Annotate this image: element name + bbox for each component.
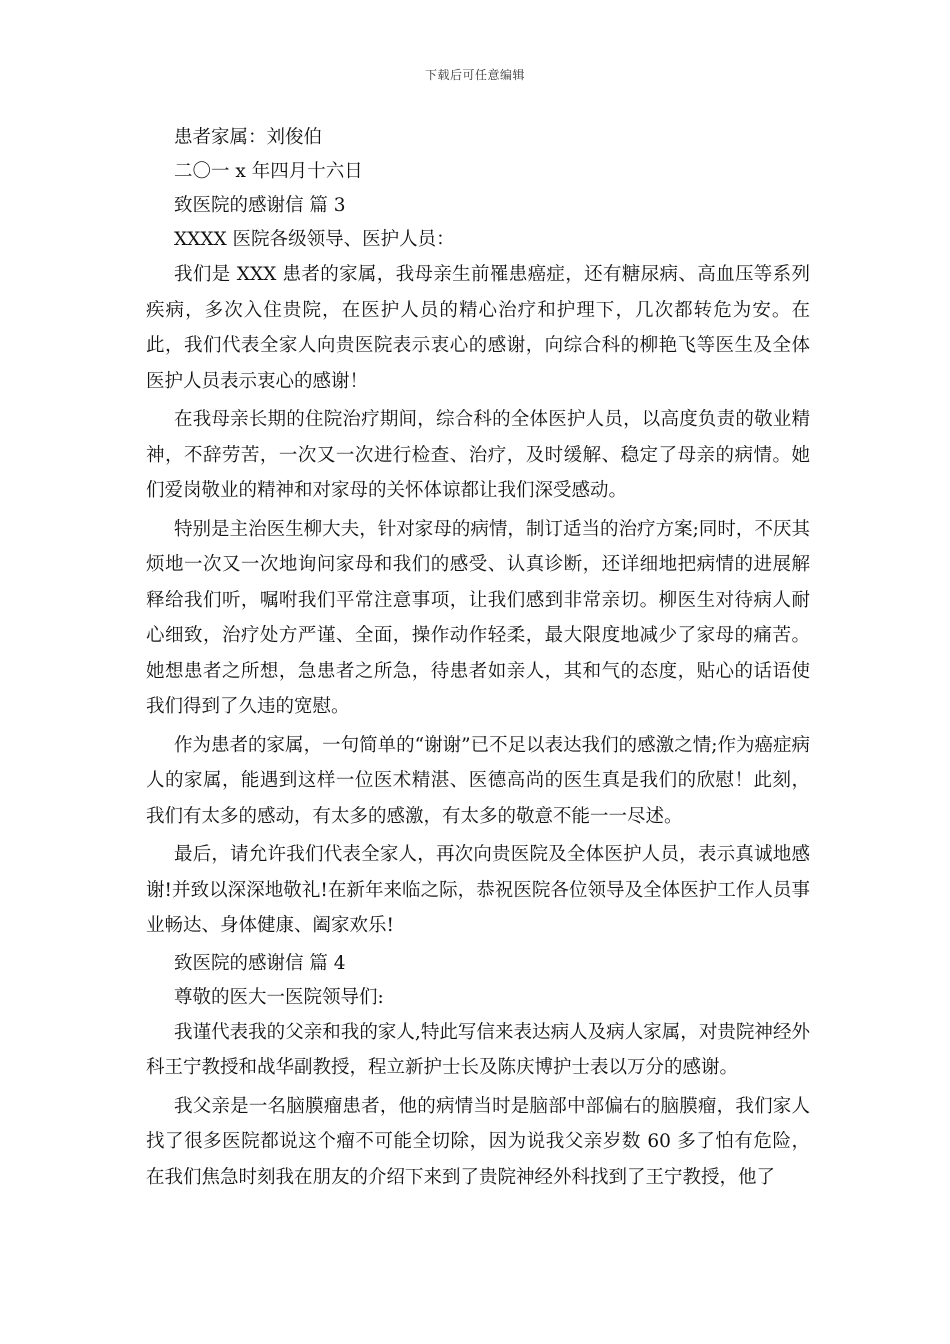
paragraph: 我谨代表我的父亲和我的家人,特此写信来表达病人及病人家属，对贵院神经外科王宁教授和战华副教授，程立新护士长及陈庆博护士表以万分的感谢。 — [146, 1021, 810, 1078]
paragraph: 在我母亲长期的住院治疗期间，综合科的全体医护人员，以高度负责的敬业精神，不辞劳苦，一次又一次进行检查、治疗，及时缓解、稳定了母亲的病情。她们爱岗敬业的精神和对家母的关怀体谅都让我们深受感动。 — [146, 409, 810, 501]
salutation-4: 尊敬的医大一医院领导们: — [174, 986, 384, 1008]
paragraph: 我们是 XXX 患者的家属，我母亲生前罹患癌症，还有糖尿病、高血压等系列疾病，多次入住贵院，在医护人员的精心治疗和护理下，几次都转危为安。在此，我们代表全家人向贵医院表示衷心的感谢，向综合科的柳艳飞等医生及全体医护人员表示衷心的感谢！ — [146, 264, 810, 392]
page-header: 下载后可任意编辑 — [424, 68, 525, 82]
letter-body — [146, 121, 810, 1198]
paragraph: 作为患者的家属，一句简单的“谢谢”已不足以表达我们的感激之情;作为癌症病人的家属，能遇到这样一位医术精湛、医德高尚的医生真是我们的欣慰！此刻，我们有太多的感动，有太多的感激，有太多的敬意不能一一尽述。 — [146, 734, 810, 827]
paragraph: 最后，请允许我们代表全家人，再次向贵医院及全体医护人员，表示真诚地感谢!并致以深深地敬礼!在新年来临之际，恭祝医院各位领导及全体医护工作人员事业畅达、身体健康、阖家欢乐! — [146, 844, 810, 936]
letter-title-4: 致医院的感谢信 篇 4 — [174, 952, 346, 974]
letter-title-3: 致医院的感谢信 篇 3 — [174, 195, 346, 216]
paragraph: 特别是主治医生柳大夫，针对家母的病情，制订适当的治疗方案;同时，不厌其烦地一次又一次地询问家母和我们的感受、认真诊断，还详细地把病情的进展解释给我们听，嘱咐我们平常注意事项，让我们感到非常亲切。柳医生对待病人耐心细致，治疗处方严谨、全面，操作动作轻柔，最大限度地减少了家母的痛苦。她想患者之所想，急患者之所急，待患者如亲人，其和气的态度，贴心的话语使我们得到了久违的宽慰。 — [146, 518, 810, 717]
paragraph: 我父亲是一名脑膜瘤患者，他的病情当时是脑部中部偏右的脑膜瘤，我们家人找了很多医院都说这个瘤不可能全切除，因为说我父亲岁数 60 多了怕有危险，在我们焦急时刻我在朋友的介绍下来到了贵院神经外科找到了王宁教授，他了 — [146, 1095, 810, 1188]
salutation-3: XXXX 医院各级领导、医护人员： — [174, 229, 455, 250]
date-line: 二〇一 x 年四月十六日 — [174, 161, 363, 182]
signature-line: 患者家属：刘俊伯 — [174, 127, 323, 148]
